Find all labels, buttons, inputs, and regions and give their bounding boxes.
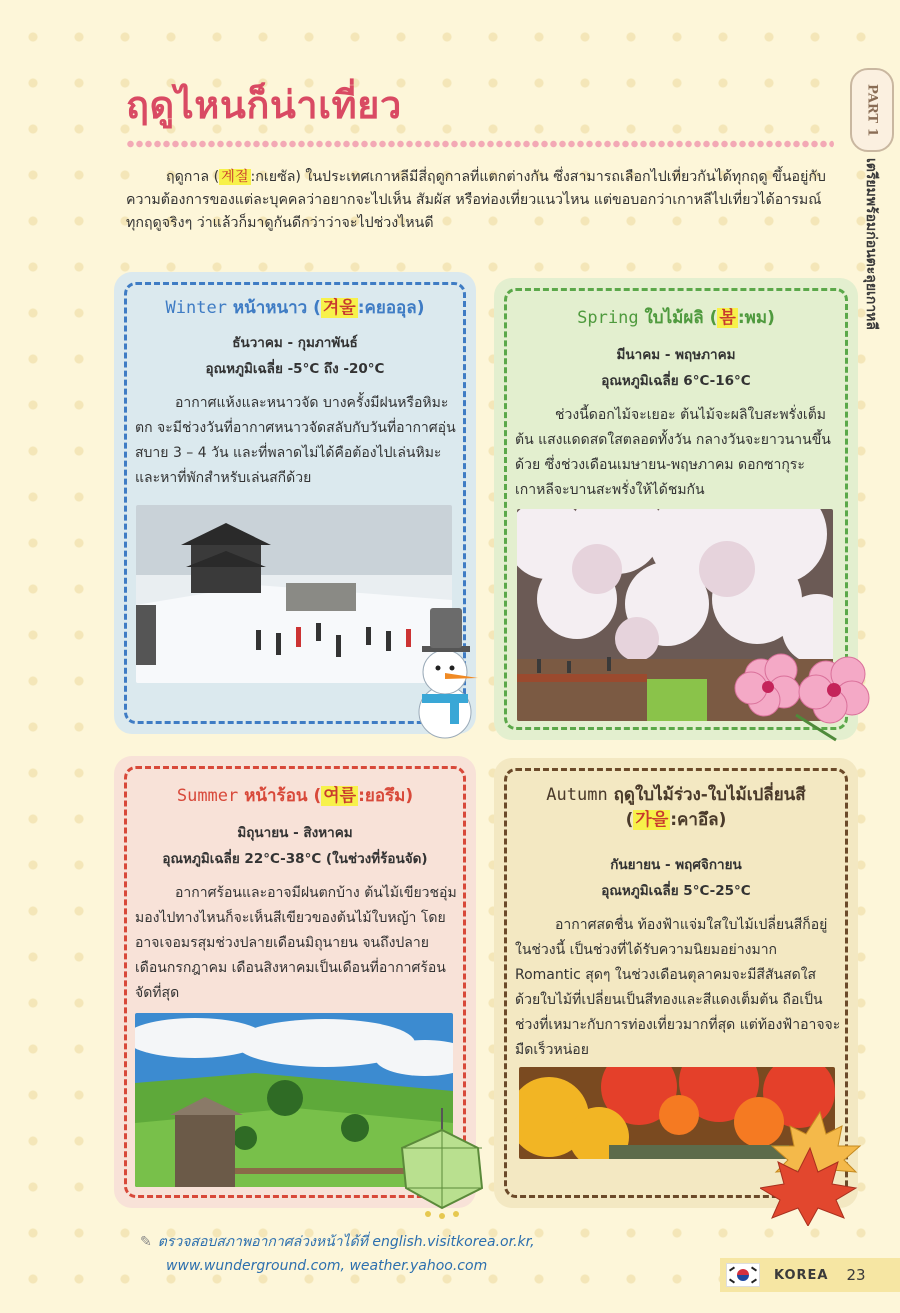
intro-after: :กเยซัล) ในประเทศเกาหลีมีสี่ฤดูกาลที่แตกต่างกัน ซึ่งสามารถเลือกไปเที่ยวกันได้ทุกฤดู ขึ้นอยู่กับความต้องการของแต่ละบุคคลว่าอยากจะไปเห็น สัมผัส หรือท่องเที่ยวแนวไหน แต่ขอบอกว่าเกาหลีไปเที่ยวได้อารมณ์ทุกฤดูจริงๆ ว่าแล้วก็มาดูกันดีกว่าว่าจะไปช่วงไหนดี: [126, 169, 826, 231]
summer-reading: :ยอรึม): [358, 786, 414, 806]
autumn-title-line2: [507, 805, 845, 833]
spring-reading: :พม): [737, 308, 775, 328]
autumn-title: [507, 781, 845, 808]
winter-th: หน้าหนาว (: [232, 298, 321, 318]
summer-months: มิถุนายน - สิงหาคม: [237, 825, 353, 841]
tip-links-line2[interactable]: www.wunderground.com, weather.yahoo.com: [166, 1258, 488, 1274]
intro-before: ฤดูกาล (: [166, 169, 220, 185]
winter-korean: 겨울: [322, 298, 356, 318]
flower-icon: [726, 640, 876, 750]
part-label: PART 1: [864, 83, 880, 137]
summer-title: [127, 781, 463, 809]
summer-desc: อากาศร้อนและอาจมีฝนตกบ้าง ต้นไม้เขียวชอุ่ม มองไปทางไหนก็จะเห็นสีเขียวของต้นไม้ใบหญ้า โดยอาจเจอมรสุมช่วงปลายเดือนมิถุนายน จนถึงปลายเดือนกรกฎาคม เดือนสิงหาคมเป็นเดือนที่อากาศร้อนจัดที่สุด: [135, 885, 457, 1001]
snowman-icon: [400, 600, 490, 740]
winter-title: [127, 293, 463, 321]
autumn-desc: อากาศสดชื่น ท้องฟ้าแจ่มใสใบไม้เปลี่ยนสีก็อยู่ในช่วงนี้ เป็นช่วงที่ได้รับความนิยมอย่างมาก Romantic สุดๆ ในช่วงเดือนตุลาคมจะมีสีสันสดใสด้วยใบไม้ที่เปลี่ยนเป็นสีทองและสีแดงเต็มต้น ถือเป็นช่วงที่เหมาะกับการท่องเที่ยวมากที่สุด แต่ท้องฟ้าอาจจะมืดเร็วหน่อย: [515, 917, 841, 1058]
summer-korean: 여름: [323, 786, 357, 806]
winter-months: ธันวาคม - กุมภาพันธ์: [232, 335, 358, 351]
tip-link-visitkorea[interactable]: english.visitkorea.or.kr,: [372, 1234, 535, 1250]
page-title: ฤดูไหนก็น่าเที่ยว: [126, 83, 402, 127]
page-footer-tag: [720, 1258, 900, 1292]
spring-korean: 봄: [719, 308, 736, 328]
autumn-en: Autumn: [546, 785, 608, 805]
weather-tip: [140, 1230, 660, 1278]
summer-temp: อุณหภูมิเฉลี่ย 22°C-38°C (ในช่วงที่ร้อนจัด): [162, 851, 428, 867]
country-label: KOREA: [774, 1267, 829, 1283]
lantern-icon: [398, 1108, 494, 1222]
intro-paragraph: [126, 166, 838, 235]
autumn-korean: 가을: [635, 810, 669, 830]
page-number: 23: [846, 1266, 866, 1284]
tip-text: ตรวจสอบสภาพอากาศล่วงหน้าได้ที่: [157, 1234, 368, 1250]
autumn-temp: อุณหภูมิเฉลี่ย 5°C-25°C: [601, 883, 751, 899]
pencil-icon: ✎: [140, 1234, 152, 1250]
summer-en: Summer: [176, 786, 239, 806]
winter-desc: อากาศแห้งและหนาวจัด บางครั้งมีฝนหรือหิมะตก จะมีช่วงวันที่อากาศหนาวจัดสลับกับวันที่อากาศอุ่นสบาย 3 – 4 วัน และที่พลาดไม่ได้คือต้องไปเล่นหิมะและหาที่พักสำหรับเล่นสกีด้วย: [135, 395, 456, 486]
spring-months: มีนาคม - พฤษภาคม: [616, 347, 736, 363]
maple-leaf-icon: [760, 1108, 870, 1226]
autumn-reading: :คาอึล): [670, 810, 727, 830]
summer-th: หน้าร้อน (: [244, 786, 322, 806]
spring-title: [507, 303, 845, 331]
autumn-open: (: [625, 810, 634, 830]
spring-temp: อุณหภูมิเฉลี่ย 6°C-16°C: [601, 373, 751, 389]
winter-reading: :คยออุล): [357, 298, 425, 318]
autumn-th: ฤดูใบไม้ร่วง-ใบไม้เปลี่ยนสี: [613, 785, 806, 805]
spring-th: ใบไม้ผลิ (: [644, 308, 718, 328]
korea-flag-icon: [726, 1263, 760, 1287]
autumn-months: กันยายน - พฤศจิกายน: [610, 857, 742, 873]
winter-en: Winter: [165, 298, 227, 318]
spring-en: Spring: [577, 308, 639, 328]
chapter-label: เตรียมพร้อมก่อนตะลุยเกาหลี: [863, 158, 879, 330]
title-divider: [126, 140, 834, 148]
part-badge: [850, 68, 894, 152]
spring-desc: ช่วงนี้ดอกไม้จะเยอะ ต้นไม้จะผลิใบสะพรั่งเต็มต้น แสงแดดสดใสตลอดทั้งวัน กลางวันจะยาวนานขึ้นด้วย ซึ่งช่วงเดือนเมษายน-พฤษภาคม ดอกซากุระเกาหลีจะบานสะพรั่งให้ได้ชมกัน: [515, 407, 831, 498]
intro-korean: 계절: [221, 169, 249, 185]
winter-temp: อุณหภูมิเฉลี่ย -5°C ถึง -20°C: [205, 361, 385, 377]
